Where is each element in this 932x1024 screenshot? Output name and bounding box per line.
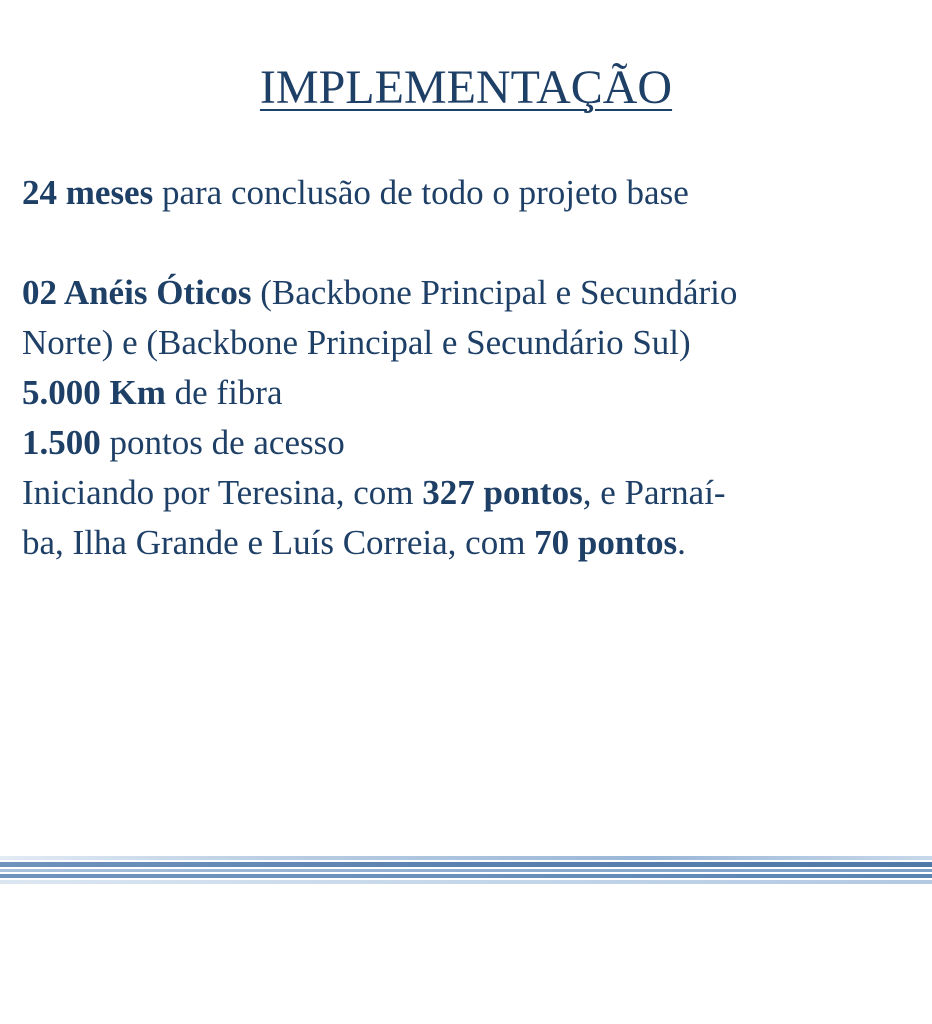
fiber-line: 5.000 Km de fibra	[22, 373, 283, 412]
rings-line: 02 Anéis Óticos (Backbone Principal e Secundário	[22, 273, 738, 312]
footer-divider	[0, 856, 932, 886]
parnaiba-line: ba, Ilha Grande e Luís Correia, com 70 pontos.	[22, 523, 686, 562]
rings-line-continued: Norte) e (Backbone Principal e Secundário Sul)	[22, 323, 691, 362]
duration-line: 24 meses para conclusão de todo o projeto base	[22, 173, 689, 212]
body-text	[22, 168, 912, 568]
page-title: IMPLEMENTAÇÃO	[259, 61, 673, 114]
access-points-line: 1.500 pontos de acesso	[22, 423, 345, 462]
teresina-line: Iniciando por Teresina, com 327 pontos, e Parnaí-	[22, 473, 726, 512]
